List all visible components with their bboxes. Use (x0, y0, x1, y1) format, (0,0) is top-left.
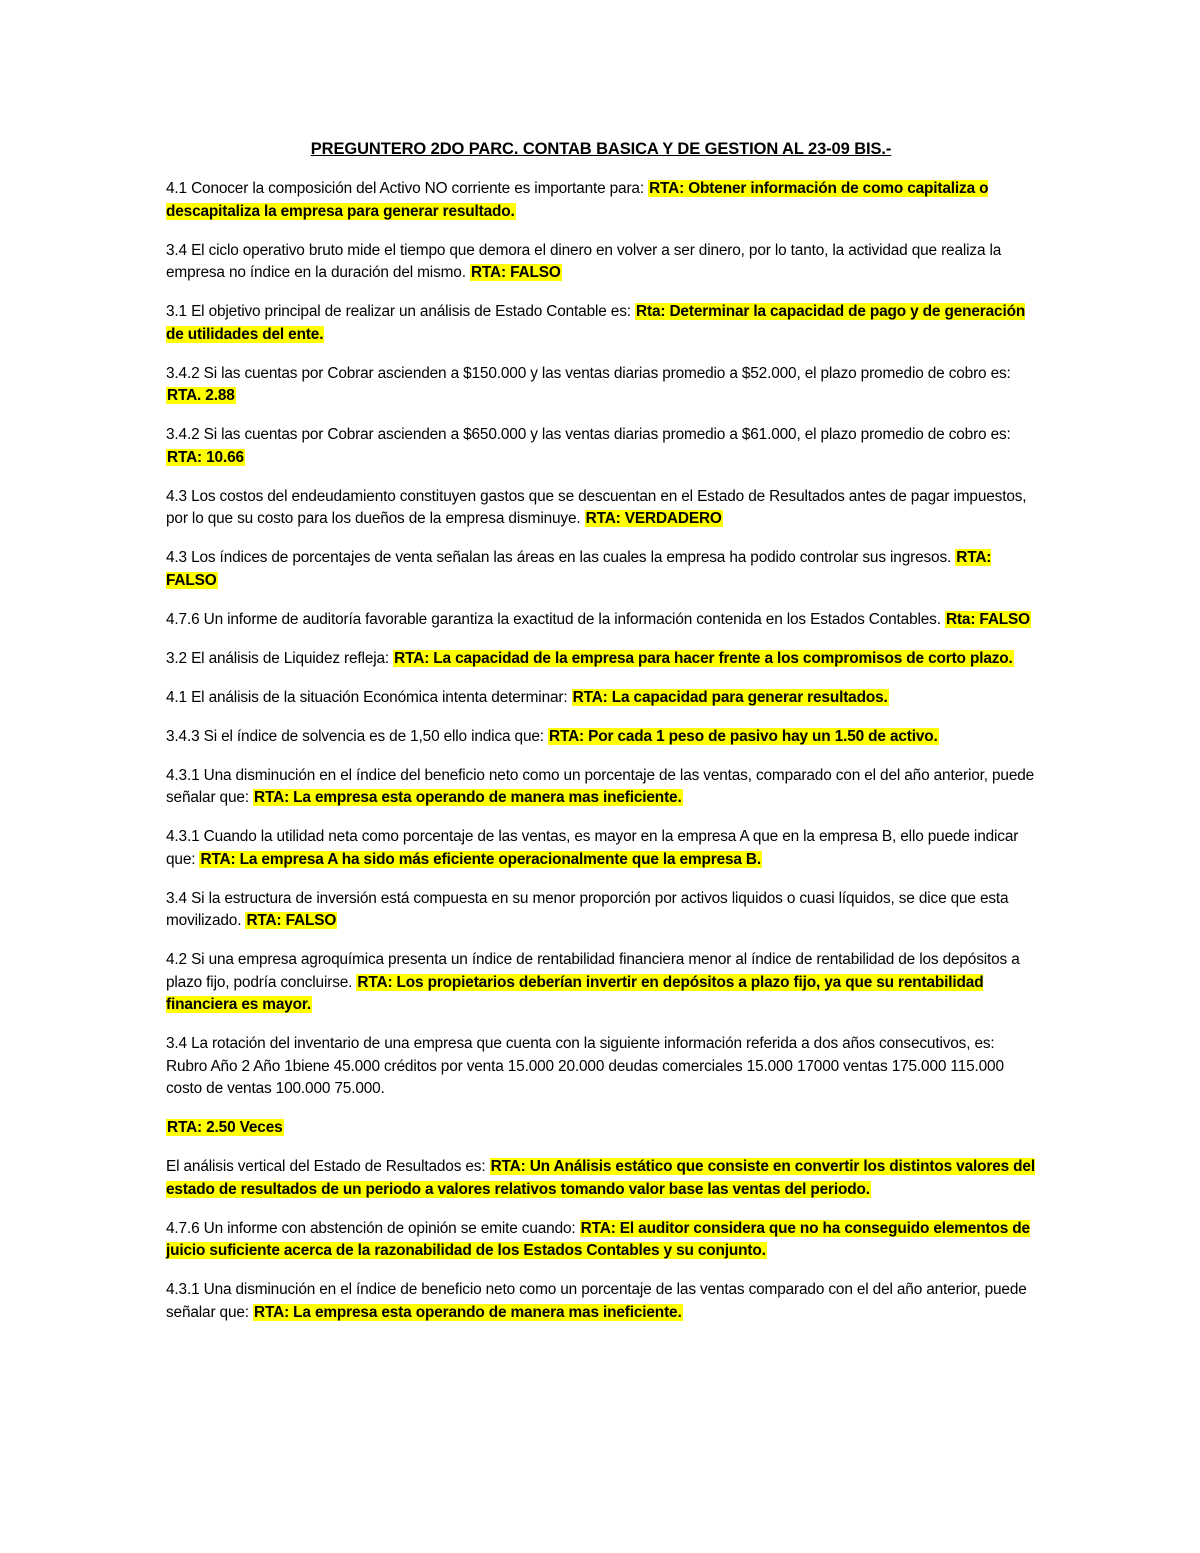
answer-highlight: Rta: Determinar la capacidad de pago y de generación de utilidades del ente. (166, 303, 1026, 343)
answer-highlight: RTA: La empresa A ha sido más eficiente operacionalmente que la empresa B. (200, 850, 762, 868)
qa-item (166, 949, 1036, 1017)
question-text: 3.4 La rotación del inventario de una empresa que cuenta con la siguiente información referida a dos años consecutivos, es: Rubro Año 2 Año 1biene 45.000 créditos por venta 15.000 20.000 deudas comerciales 15.000 17000 ventas 175.000 115.000 costo de ventas 100.000 75.000. (166, 1035, 1004, 1097)
answer-highlight: RTA: Por cada 1 peso de pasivo hay un 1.50 de activo. (549, 727, 938, 745)
qa-item (166, 1279, 1036, 1324)
question-text: El análisis vertical del Estado de Resultados es: (166, 1158, 490, 1175)
question-text: 4.2 Si una empresa agroquímica presenta un índice de rentabilidad financiera menor al índice de rentabilidad de los depósitos a plazo fijo, podría concluirse. (166, 951, 1020, 991)
qa-item (166, 826, 1036, 871)
qa-item (166, 888, 1036, 933)
answer-highlight: RTA: FALSO (470, 264, 561, 281)
question-text: 3.4.2 Si las cuentas por Cobrar ascienden a $650.000 y las ventas diarias promedio a $61.000, el plazo promedio de cobro es: (166, 426, 1011, 443)
qa-item (166, 547, 1036, 592)
answer-highlight: RTA: La capacidad de la empresa para hacer frente a los compromisos de corto plazo. (394, 649, 1013, 667)
qa-item (166, 1117, 1036, 1140)
qa-item (166, 1218, 1036, 1263)
answer-highlight: RTA: Los propietarios deberían invertir en depósitos a plazo fijo, ya que su rentabilidad financiera es mayor. (166, 973, 984, 1013)
qa-item (166, 486, 1036, 531)
document-title: PREGUNTERO 2DO PARC. CONTAB BASICA Y DE GESTION AL 23-09 BIS.- (310, 140, 892, 158)
answer-highlight: RTA: La empresa esta operando de manera mas ineficiente. (254, 1303, 682, 1321)
qa-item (166, 178, 1036, 223)
answer-highlight: RTA: El auditor considera que no ha conseguido elementos de juicio suficiente acerca de la razonabilidad de los Estados Contables y su conjunto. (166, 1219, 1030, 1259)
answer-highlight: RTA: 2.50 Veces (167, 1119, 283, 1136)
qa-item (166, 648, 1036, 671)
question-text: 4.3.1 Cuando la utilidad neta como porcentaje de las ventas, es mayor en la empresa A que en la empresa B, ello puede indicar que: (166, 828, 1019, 868)
question-text: 3.4 Si la estructura de inversión está compuesta en su menor proporción por activos liquidos o cuasi líquidos, se dice que esta movilizado. (166, 889, 1009, 929)
qa-item (166, 726, 1036, 749)
question-text: 4.1 El análisis de la situación Económica intenta determinar: (166, 688, 572, 706)
question-text: 3.4.3 Si el índice de solvencia es de 1,50 ello indica que: (166, 727, 549, 745)
question-text: 4.1 Conocer la composición del Activo NO corriente es importante para: (166, 180, 649, 197)
question-text: 3.4.2 Si las cuentas por Cobrar ascienden a $150.000 y las ventas diarias promedio a $52.000, el plazo promedio de cobro es: (166, 364, 1011, 382)
answer-highlight: Rta: FALSO (945, 610, 1030, 628)
question-text: 4.7.6 Un informe de auditoría favorable garantiza la exactitud de la información contenida en los Estados Contables. (166, 610, 945, 628)
answer-highlight: RTA. 2.88 (167, 387, 235, 404)
qa-item (166, 424, 1036, 469)
qa-item (166, 609, 1036, 632)
answer-highlight: RTA: La capacidad para generar resultados. (572, 688, 888, 706)
question-text: 3.1 El objetivo principal de realizar un análisis de Estado Contable es: (166, 303, 636, 320)
question-text: 4.3 Los índices de porcentajes de venta señalan las áreas en las cuales la empresa ha podido controlar sus ingresos. (166, 549, 956, 566)
question-text: 4.3 Los costos del endeudamiento constituyen gastos que se descuentan en el Estado de Resultados antes de pagar impuestos, por lo que su costo para los dueños de la empresa disminuye. (166, 487, 1027, 527)
question-text: 4.7.6 Un informe con abstención de opinión se emite cuando: (166, 1219, 580, 1237)
qa-item (166, 301, 1036, 346)
qa-item (166, 1156, 1036, 1201)
qa-item (166, 240, 1036, 285)
qa-item (166, 363, 1036, 408)
answer-highlight: RTA: FALSO (246, 912, 337, 929)
question-text: 4.3.1 Una disminución en el índice de beneficio neto como un porcentaje de las ventas comparado con el del año anterior, puede señalar que: (166, 1281, 1027, 1321)
answer-highlight: RTA: Obtener información de como capitaliza o descapitaliza la empresa para generar resultado. (166, 180, 989, 220)
answer-highlight: RTA: VERDADERO (585, 510, 722, 527)
document-page (166, 138, 1036, 1341)
answer-highlight: RTA: Un Análisis estático que consiste en convertir los distintos valores del estado de resultados de un periodo a valores relativos tomando valor base las ventas del periodo. (166, 1158, 1035, 1198)
qa-item (166, 765, 1036, 810)
qa-item (166, 1033, 1036, 1101)
answer-highlight: RTA: 10.66 (167, 448, 244, 466)
answer-highlight: RTA: La empresa esta operando de manera mas ineficiente. (254, 789, 682, 806)
answer-highlight: RTA: FALSO (166, 549, 992, 589)
question-text: 3.4 El ciclo operativo bruto mide el tiempo que demora el dinero en volver a ser dinero, por lo tanto, la actividad que realiza la empresa no índice en la duración del mismo. (166, 241, 1002, 281)
question-text: 4.3.1 Una disminución en el índice del beneficio neto como un porcentaje de las ventas, comparado con el del año anterior, puede señalar que: (166, 766, 1035, 806)
question-text: 3.2 El análisis de Liquidez refleja: (166, 649, 394, 667)
qa-item (166, 687, 1036, 710)
